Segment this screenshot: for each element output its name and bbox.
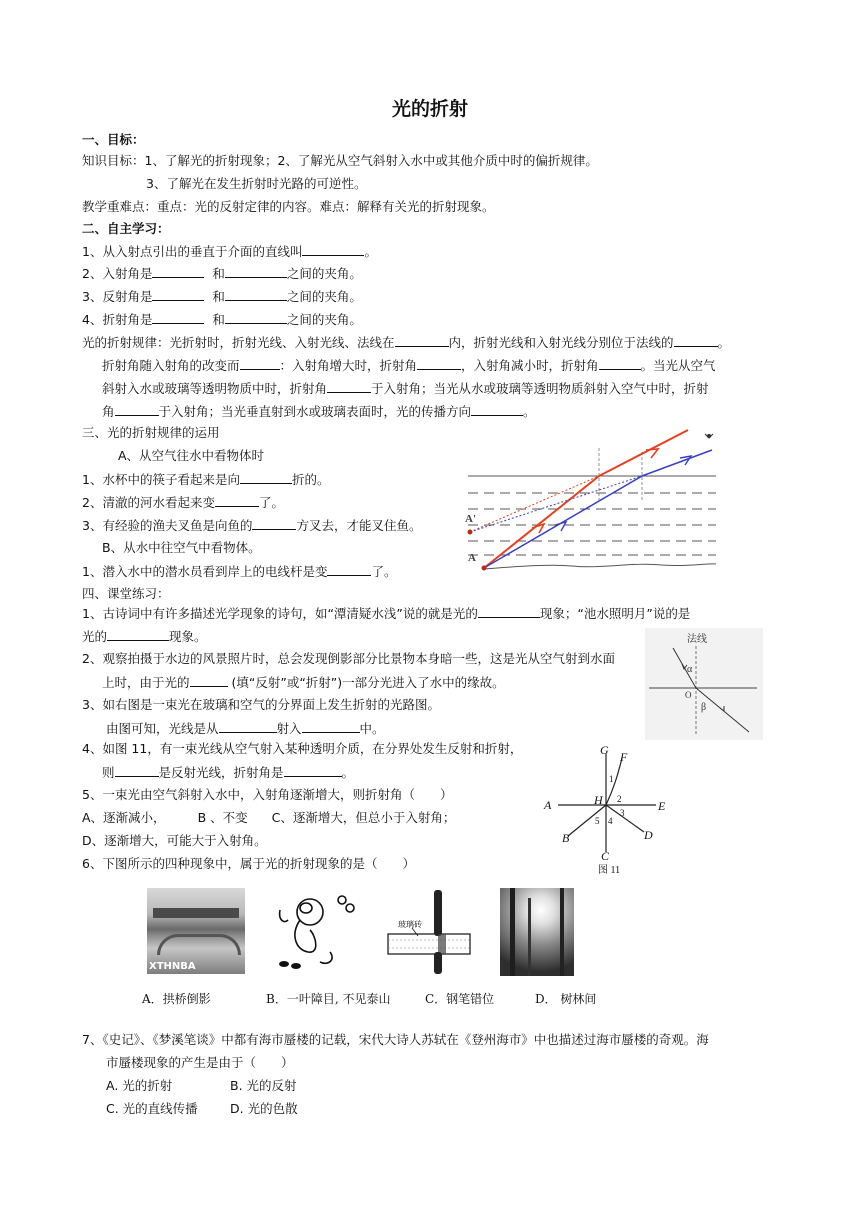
normal-label: 法线: [687, 634, 707, 645]
figure-11-diagram: [538, 744, 678, 876]
answer-blank[interactable]: [302, 720, 360, 733]
glass-air-refraction-diagram: [645, 628, 763, 740]
refraction-law-line-1: 光的折射规律：光折射时，折射光线、入射光线、法线在 内，折射光线和入射光线分别位于法线的 。: [82, 335, 731, 350]
blue-incident-ray: [484, 476, 642, 568]
practice-5-question: 5、一束光由空气斜射入水中，入射角逐渐增大，则折射角（ ）: [82, 787, 453, 802]
object-label: A: [468, 552, 476, 564]
glass-brick-label: 玻璃砖: [398, 920, 422, 929]
choice-6d[interactable]: D． 树林间: [535, 992, 597, 1006]
practice-7-options-2: [106, 1101, 298, 1117]
answer-blank[interactable]: [327, 563, 371, 576]
blue-virtual-ray: [470, 476, 642, 532]
angle-5: 5: [595, 816, 600, 826]
pen-behind-glass-diagram: [386, 888, 474, 976]
section-heading-application: 三、光的折射规律的运用: [82, 425, 220, 440]
bridge-arch: [153, 908, 239, 918]
answer-blank[interactable]: [478, 605, 540, 618]
practice-2-line-1: 2、观察拍摄于水边的风景照片时，总会发现倒影部分比景物本身暗一些，这是光从空气射到水面: [82, 651, 615, 666]
label-c: C: [601, 849, 610, 863]
tree-trunk: [510, 888, 515, 976]
answer-blank[interactable]: [225, 288, 287, 301]
answer-blank[interactable]: [302, 243, 364, 256]
subheading-water-to-air: B、从水中往空气中看物体。: [102, 540, 261, 555]
label-a: A: [544, 798, 552, 812]
practice-4-line-1: 4、如图 11，有一束光线从空气射入某种透明介质，在分界处发生反射和折射，: [82, 741, 523, 756]
practice-3-line-1: 3、如右图是一束光在玻璃和空气的分界面上发生折射的光路图。: [82, 697, 440, 712]
option-7b[interactable]: B. 光的反射: [230, 1078, 297, 1093]
label-h: H: [594, 793, 603, 807]
arch-bridge-photo: [147, 888, 245, 974]
normal-lines: [599, 448, 642, 500]
knowledge-goal-line-2: 3、了解光在发生折射时光路的可逆性。: [146, 176, 367, 191]
option-b[interactable]: B 、不变: [197, 810, 248, 825]
label-d: D: [644, 828, 653, 842]
angle-4: 4: [608, 816, 613, 826]
leaf-eye-cartoon: [270, 890, 360, 976]
image-point: [468, 530, 473, 535]
answer-blank[interactable]: [417, 357, 461, 370]
image-label: A': [465, 513, 476, 525]
answer-blank[interactable]: [152, 265, 204, 278]
bridge-reflection: [157, 934, 241, 955]
answer-blank[interactable]: [674, 334, 718, 347]
origin-label: O: [685, 690, 692, 700]
question-2: 2、入射角是 和 之间的夹角。: [82, 266, 362, 281]
page-title: 光的折射: [391, 98, 468, 120]
practice-1-line-1: 1、古诗词中有许多描述光学现象的诗句，如“潭清疑水浅”说的就是光的 现象；“池水照明月”说的是: [82, 606, 691, 621]
red-ray-in-air: [599, 430, 688, 476]
section-heading-goals: 一、目标：: [82, 132, 145, 147]
answer-blank[interactable]: [225, 311, 287, 324]
option-7c[interactable]: C. 光的直线传播: [106, 1101, 198, 1116]
answer-blank[interactable]: [327, 380, 371, 393]
alpha-label: α: [687, 664, 693, 675]
practice-6-question: 6、下图所示的四种现象中，属于光的折射现象的是（ ）: [82, 856, 415, 871]
answer-blank[interactable]: [215, 494, 259, 507]
section-heading-self-study: 二、自主学习：: [82, 221, 170, 236]
knowledge-goal-line: 知识目标：1、了解光的折射现象；2、了解光从空气斜射入水中或其他介质中时的偏折规律。: [82, 153, 598, 168]
label-f: F: [620, 750, 628, 764]
answer-blank[interactable]: [599, 357, 641, 370]
question-4: 4、折射角是 和 之间的夹角。: [82, 312, 362, 327]
application-a3: 3、有经验的渔夫叉鱼是向鱼的 方叉去，才能叉住鱼。: [82, 518, 422, 533]
option-a[interactable]: A、逐渐减小，: [82, 810, 166, 825]
option-7d[interactable]: D. 光的色散: [230, 1101, 298, 1116]
label-b: B: [562, 831, 570, 845]
answer-blank[interactable]: [240, 357, 280, 370]
application-a1: 1、水杯中的筷子看起来是向 折的。: [82, 472, 330, 487]
choice-6c[interactable]: C．钢笔错位: [425, 992, 495, 1006]
label-g: G: [600, 744, 609, 757]
practice-4-line-2: 则 是反射光线，折射角是 。: [102, 765, 355, 780]
answer-blank[interactable]: [107, 628, 169, 641]
ray-hb: [568, 805, 606, 836]
tree-trunk: [528, 898, 531, 976]
beta-label: β: [701, 702, 707, 713]
practice-1-line-2: 光的 现象。: [82, 629, 207, 644]
red-virtual-ray: [470, 476, 599, 532]
refraction-law-line-2: 折射角随入射角的改变而 ：入射角增大时，折射角 ，入射角减小时，折射角 。当光从空气: [102, 358, 716, 373]
practice-3-line-2: 由图可知，光线是从 射入 中。: [106, 721, 385, 736]
refraction-law-line-4: 角 于入射角；当光垂直射到水或玻璃表面时，光的传播方向 。: [102, 404, 536, 419]
tree-trunk: [560, 888, 564, 976]
application-a2: 2、清澈的河水看起来变 了。: [82, 495, 284, 510]
angle-2: 2: [617, 794, 622, 804]
eye-icon: [705, 434, 713, 438]
answer-blank[interactable]: [240, 471, 292, 484]
option-d[interactable]: D、逐渐增大，可能大于入射角。: [82, 833, 267, 848]
answer-blank[interactable]: [252, 517, 296, 530]
choice-6a[interactable]: A．拱桥倒影: [142, 992, 211, 1006]
object-point: [482, 566, 487, 571]
forest-light-photo: [500, 888, 574, 976]
figure-11-caption: 图 11: [598, 865, 621, 876]
label-e: E: [658, 799, 666, 813]
answer-blank[interactable]: [190, 674, 228, 687]
option-7a[interactable]: A. 光的折射: [106, 1078, 173, 1093]
angle-1: 1: [609, 774, 614, 784]
blue-ray-in-air: [642, 450, 712, 476]
practice-5-options-1: [82, 810, 455, 826]
section-heading-practice: 四、课堂练习：: [82, 586, 170, 601]
answer-blank[interactable]: [225, 265, 287, 278]
question-1: 1、从入射点引出的垂直于介面的直线叫 。: [82, 244, 377, 259]
answer-blank[interactable]: [395, 334, 449, 347]
subheading-air-to-water: A、从空气往水中看物体时: [118, 448, 265, 463]
red-arrow-icon: [646, 449, 658, 458]
answer-blank[interactable]: [471, 403, 523, 416]
practice-2-line-2: 上时，由于光的 (填“反射”或“折射”)一部分光进入了水中的缘故。: [102, 675, 505, 690]
practice-7-line-2: 市蜃楼现象的产生是由于（ ）: [106, 1055, 294, 1070]
watermark-text: XTHNBA: [149, 961, 196, 972]
question-3: 3、反射角是 和 之间的夹角。: [82, 289, 362, 304]
option-c[interactable]: C、逐渐增大，但总小于入射角；: [271, 810, 456, 825]
practice-7-options-1: [106, 1078, 297, 1094]
answer-blank[interactable]: [284, 764, 342, 777]
answer-blank[interactable]: [115, 764, 159, 777]
application-b1: 1、潜入水中的潜水员看到岸上的电线杆是变 了。: [82, 564, 397, 579]
practice-5-options-2: [82, 833, 267, 849]
choice-6b[interactable]: B．一叶障目, 不见泰山: [266, 992, 391, 1006]
answer-blank[interactable]: [152, 288, 204, 301]
key-points-line: 教学重难点：重点：光的反射定律的内容。难点：解释有关光的折射现象。: [82, 199, 495, 214]
angle-3: 3: [620, 808, 625, 818]
answer-blank[interactable]: [115, 403, 159, 416]
answer-blank[interactable]: [152, 311, 204, 324]
refraction-law-line-3: 斜射入水或玻璃等透明物质中时，折射角 于入射角；当光从水或玻璃等透明物质斜射入空气中时，折射: [102, 381, 709, 396]
practice-7-line-1: 7、《史记》、《梦溪笔谈》中都有海市蜃楼的记载，宋代大诗人苏轼在《登州海市》中也描述过海市蜃楼的奇观。海: [82, 1032, 709, 1047]
answer-blank[interactable]: [219, 720, 277, 733]
refraction-diagram: [462, 428, 722, 574]
